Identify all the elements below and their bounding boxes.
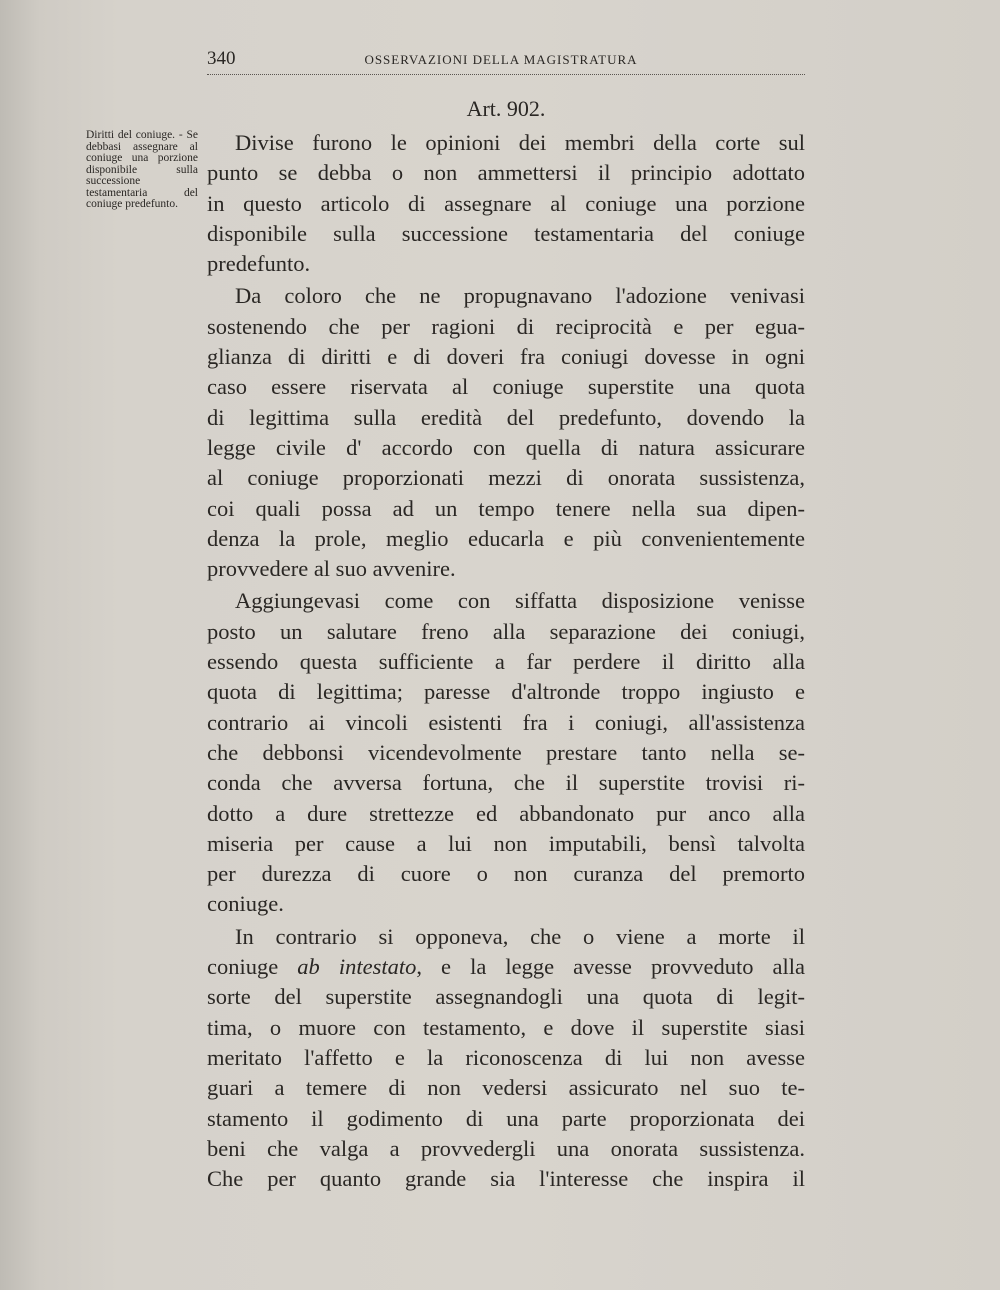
text-line: tima, o muore con testamento, e dove il superstite siasi (207, 1014, 805, 1040)
text-line: che debbonsi vicendevolmente prestare tanto nella se- (207, 739, 805, 765)
paragraph (207, 922, 805, 1195)
text-line: coniuge ab intestato, e la legge avesse provveduto alla (207, 954, 805, 980)
text-line: guari a temere di non vedersi assicurato nel suo te- (207, 1075, 805, 1101)
text-line: essendo questa sufficiente a far perdere il diritto alla (207, 649, 805, 675)
text-line: al coniuge proporzionati mezzi di onorata sussistenza, (207, 465, 805, 491)
article-title: Art. 902. (466, 96, 546, 121)
text-line: denza la prole, meglio educarla e più convenientemente (207, 525, 805, 551)
text-line: contrario ai vincoli esistenti fra i coniugi, all'assistenza (207, 709, 805, 735)
text-line: Divise furono le opinioni dei membri della corte sul (235, 130, 805, 155)
text-line: sostenendo che per ragioni di reciprocità e per egua- (207, 313, 805, 339)
text-line: provvedere al suo avvenire. (207, 556, 456, 582)
text-line: di legittima sulla eredità del predefunto, dovendo la (207, 404, 805, 430)
text-line: Da coloro che ne propugnavano l'adozione venivasi (235, 283, 805, 309)
body-text (207, 128, 805, 1196)
text-line: disponibile sulla successione testamentaria del coniuge (207, 220, 805, 246)
text-line: coniuge. (207, 891, 284, 917)
text-line: sorte del superstite assegnandogli una quota di legit- (207, 984, 805, 1010)
text-line: in questo articolo di assegnare al coniuge una porzione (207, 190, 805, 216)
text-line: quota di legittima; paresse d'altronde troppo ingiusto e (207, 679, 805, 705)
text-line: Aggiungevasi come con siffatta disposizione venisse (235, 588, 805, 614)
text-line: beni che valga a provvedergli una onorata sussistenza. (207, 1135, 805, 1161)
text-line: punto se debba o non ammettersi il principio adottato (207, 160, 805, 186)
text-line: predefunto. (207, 251, 311, 277)
text-line: caso essere riservata al coniuge superstite una quota (207, 374, 805, 400)
page-number: 340 (207, 48, 236, 69)
text-line: Che per quanto grande sia l'interesse che inspira il (207, 1166, 805, 1192)
text-line: coi quali possa ad un tempo tenere nella sua dipen- (207, 495, 805, 521)
italic-phrase: ab intestato (297, 954, 417, 980)
margin-note: Diritti del coniuge. - Se debbasi assegnare al coniuge una porzione disponibile sulla successione testamentaria del coniuge predefunto. (86, 129, 198, 210)
page-header (207, 48, 805, 75)
text-line: conda che avversa fortuna, che il superstite trovisi ri- (207, 770, 805, 796)
paragraph (207, 128, 805, 279)
text-line: stamento il godimento di una parte proporzionata dei (207, 1105, 805, 1131)
text-line: meritato l'affetto e la riconoscenza di lui non avesse (207, 1044, 805, 1070)
text-line: glianza di diritti e di doveri fra coniugi dovesse in ogni (207, 344, 805, 370)
paragraph (207, 281, 805, 584)
text-line: legge civile d' accordo con quella di natura assicurare (207, 434, 805, 460)
paragraph (207, 586, 805, 919)
text-line: In contrario si opponeva, che o viene a morte il (235, 923, 805, 949)
text-line: dotto a dure strettezze ed abbandonato pur anco alla (207, 800, 805, 826)
running-title: OSSERVAZIONI DELLA MAGISTRATURA (364, 52, 638, 67)
text-line: per durezza di cuore o non curanza del premorto (207, 861, 805, 887)
text-line: miseria per cause a lui non imputabili, bensì talvolta (207, 830, 805, 856)
text-line: posto un salutare freno alla separazione dei coniugi, (207, 618, 805, 644)
